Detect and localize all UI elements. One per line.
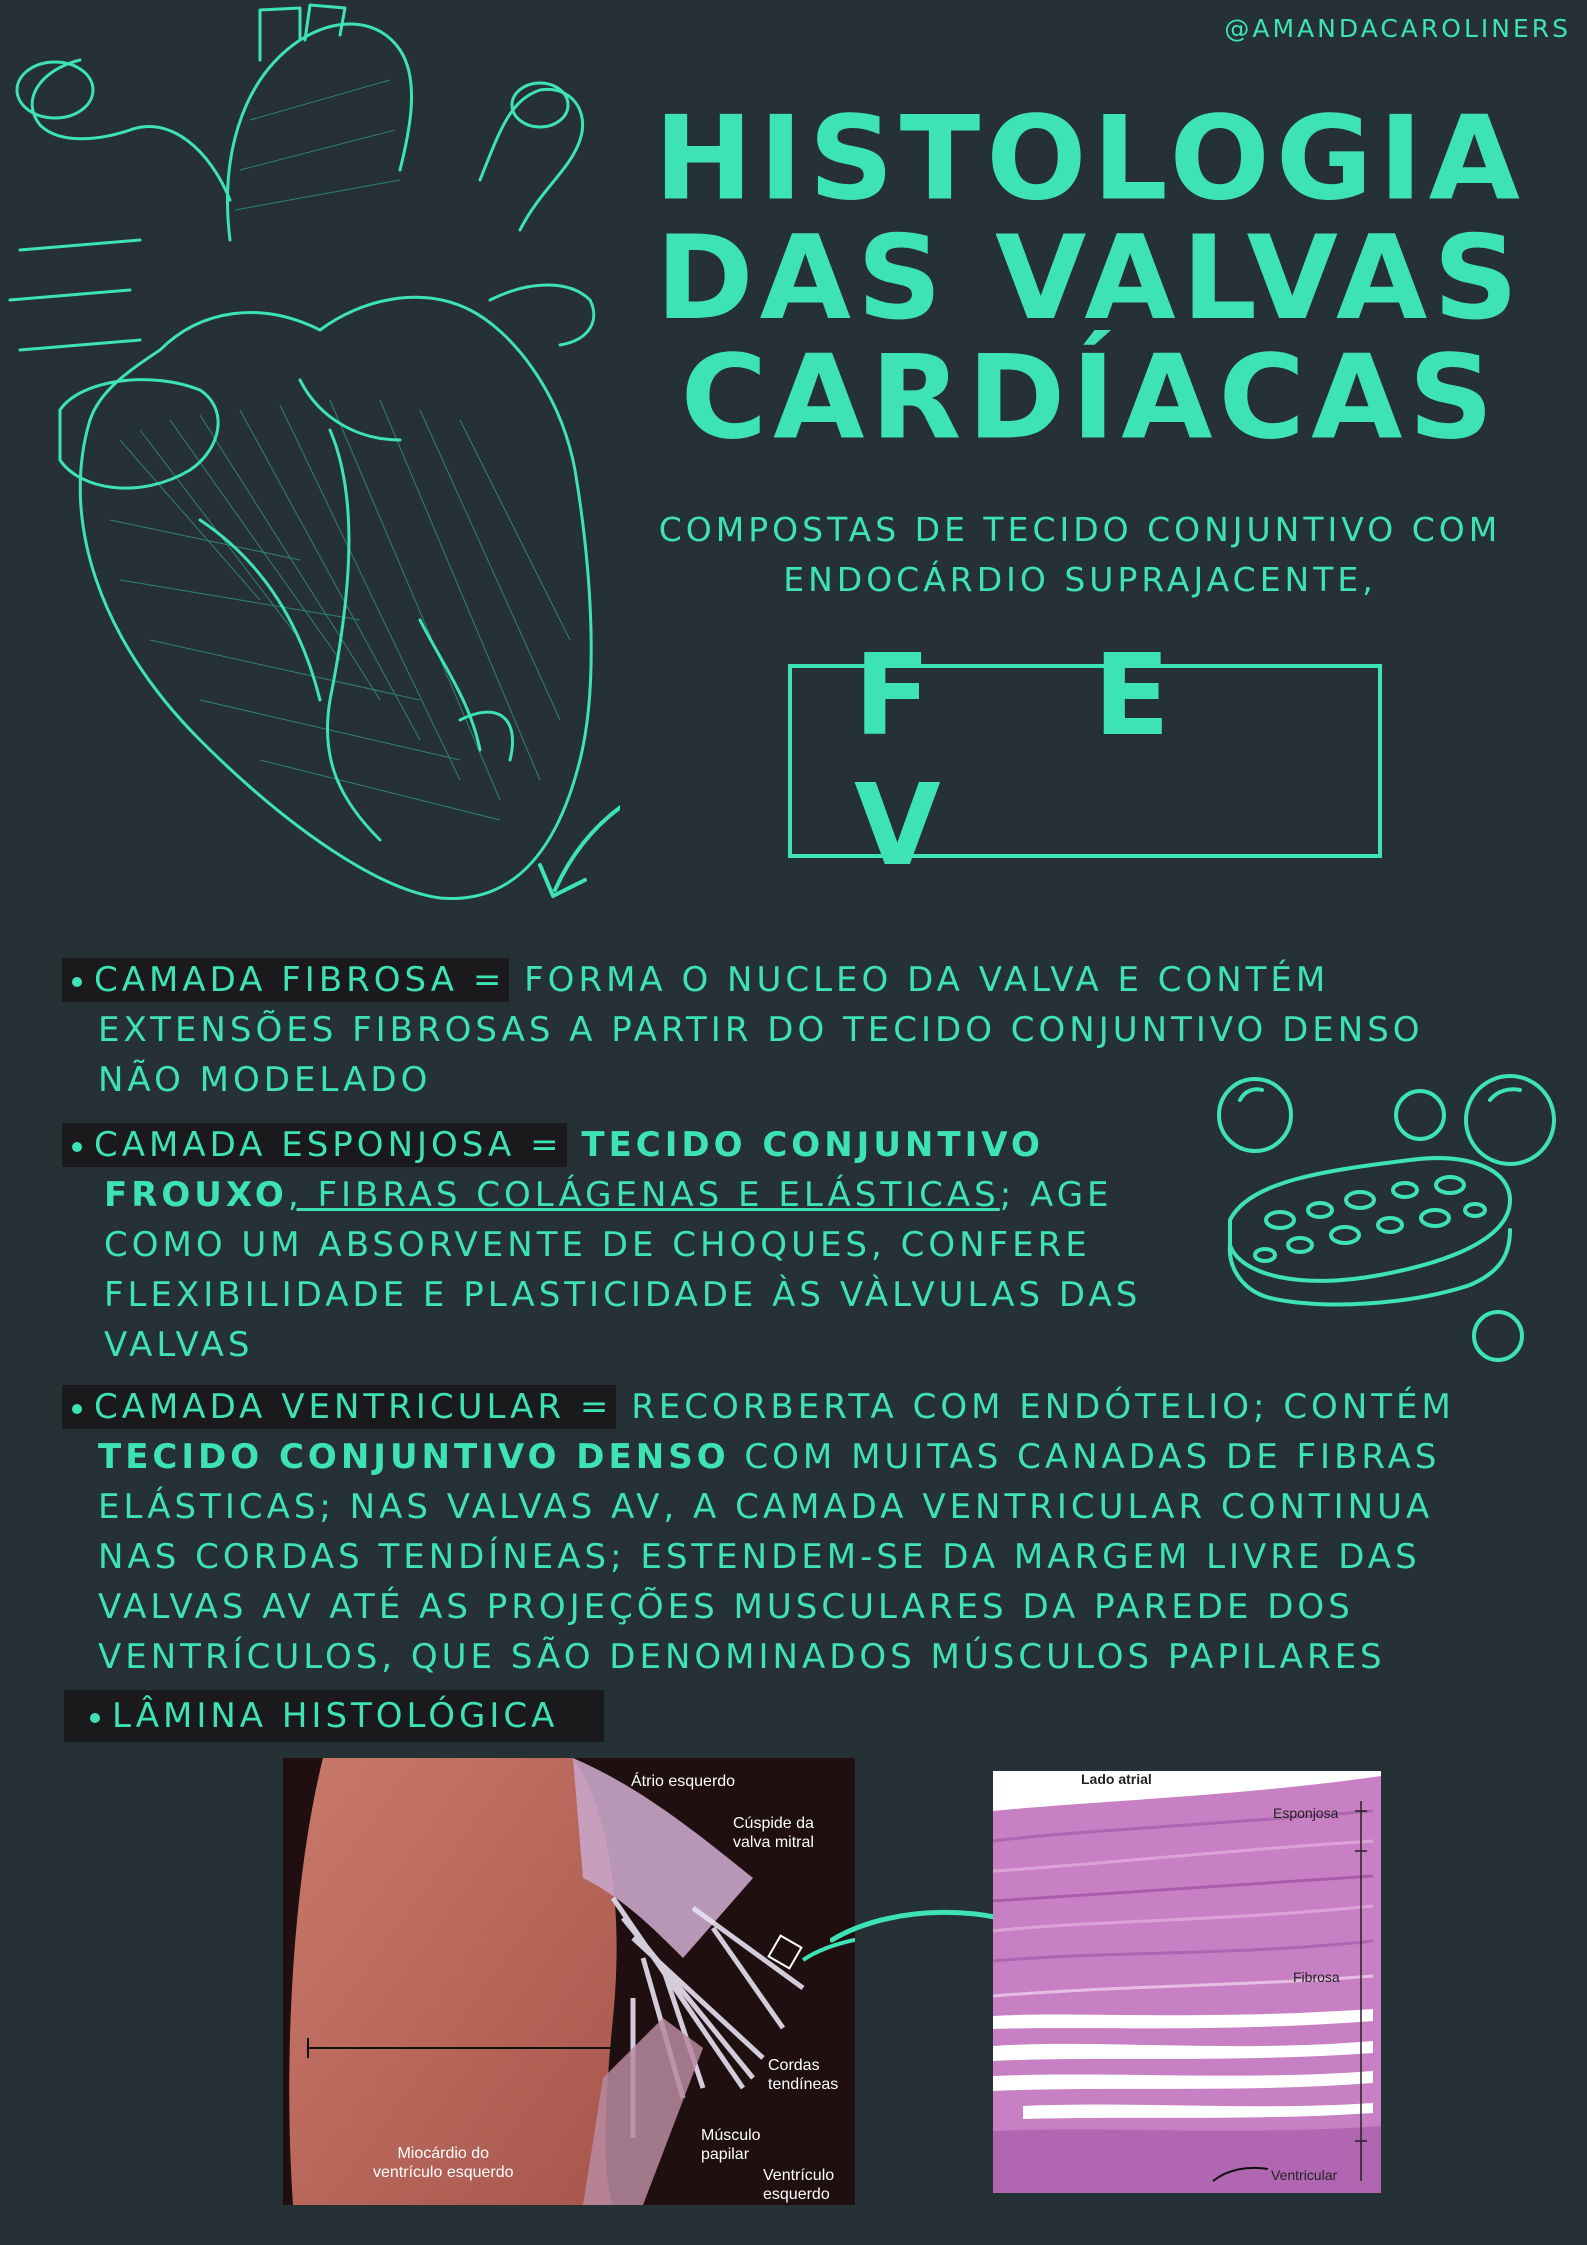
bullet-icon xyxy=(72,1404,82,1414)
ventricular-after: COM MUITAS CANADAS DE FIBRAS xyxy=(744,1437,1441,1477)
page-title xyxy=(620,90,1560,466)
bullet-icon xyxy=(72,977,82,987)
author-handle: @AMANDACAROLINERS xyxy=(1224,14,1571,43)
label-cuspide-line: valva mitral xyxy=(733,1834,814,1851)
label-miocardio-line: ventrículo esquerdo xyxy=(373,2164,514,2181)
label-musculo-line: Músculo xyxy=(701,2127,761,2144)
label-miocardio xyxy=(373,2144,514,2182)
title-line: HISTOLOGIA xyxy=(654,90,1526,227)
label-ventricular: Ventricular xyxy=(1271,2167,1338,2183)
label-miocardio-line: Miocárdio do xyxy=(397,2145,490,2162)
fibrosa-line: NÃO MODELADO xyxy=(98,1060,432,1100)
bullet-icon xyxy=(72,1142,82,1152)
fibrosa-label: CAMADA FIBROSA = xyxy=(94,960,506,1000)
subtitle-line: COMPOSTAS DE TECIDO CONJUNTIVO COM xyxy=(658,510,1502,549)
label-ventriculo-line: Ventrículo xyxy=(763,2167,835,2184)
label-atrio: Átrio esquerdo xyxy=(631,1773,736,1790)
label-fibrosa: Fibrosa xyxy=(1293,1969,1340,1985)
title-line: CARDÍACAS xyxy=(680,329,1500,466)
label-lado-atrial: Lado atrial xyxy=(1081,1771,1152,1787)
ventricular-text: RECORBERTA COM ENDÓTELIO; CONTÉM xyxy=(631,1387,1455,1427)
ventricular-line: VALVAS AV ATÉ AS PROJEÇÕES MUSCULARES DA PAREDE DOS xyxy=(98,1587,1354,1627)
gross-anatomy-image xyxy=(283,1758,855,2205)
esponjosa-line: VALVAS xyxy=(104,1325,254,1365)
acronym-box xyxy=(788,631,1382,891)
ventricular-line: VENTRÍCULOS, QUE SÃO DENOMINADOS MÚSCULOS PAPILARES xyxy=(98,1637,1386,1677)
sponge-icon xyxy=(1210,1060,1570,1370)
histology-image xyxy=(993,1771,1381,2193)
label-cuspide-line: Cúspide da xyxy=(733,1815,814,1832)
section-esponjosa xyxy=(62,1120,1222,1370)
section-ventricular xyxy=(62,1382,1562,1682)
label-musculo-line: papilar xyxy=(701,2146,750,2163)
ventricular-line: ELÁSTICAS; NAS VALVAS AV, A CAMADA VENTRICULAR CONTINUA xyxy=(98,1487,1434,1527)
acronym-text: F E V xyxy=(854,631,1233,891)
title-line: DAS VALVAS xyxy=(655,210,1525,346)
label-cordas-line: Cordas xyxy=(768,2057,820,2074)
esponjosa-underlined: , FIBRAS COLÁGENAS E ELÁSTICAS xyxy=(287,1175,1000,1215)
label-esponjosa: Esponjosa xyxy=(1273,1805,1339,1821)
esponjosa-bold: TECIDO CONJUNTIVO xyxy=(581,1125,1044,1165)
subtitle-line: ENDOCÁRDIO SUPRAJACENTE, xyxy=(783,560,1377,599)
esponjosa-after: ; AGE xyxy=(999,1175,1113,1215)
label-cordas xyxy=(768,2056,838,2094)
esponjosa-bold: FROUXO xyxy=(104,1175,288,1215)
esponjosa-line: COMO UM ABSORVENTE DE CHOQUES, CONFERE xyxy=(104,1225,1091,1265)
esponjosa-label: CAMADA ESPONJOSA = xyxy=(94,1125,563,1165)
heart-illustration xyxy=(0,0,620,910)
lamina-heading xyxy=(64,1690,604,1742)
subtitle xyxy=(600,505,1560,605)
label-ventriculo xyxy=(763,2166,834,2204)
label-cordas-line: tendíneas xyxy=(768,2076,839,2093)
ventricular-label: CAMADA VENTRICULAR = xyxy=(94,1387,613,1427)
fibrosa-line: EXTENSÕES FIBROSAS A PARTIR DO TECIDO CONJUNTIVO DENSO xyxy=(98,1010,1424,1050)
lamina-label: LÂMINA HISTOLÓGICA xyxy=(112,1696,559,1736)
bullet-icon xyxy=(90,1713,100,1723)
label-musculo xyxy=(701,2126,761,2164)
label-cuspide xyxy=(733,1814,814,1852)
section-fibrosa xyxy=(62,955,1542,1105)
esponjosa-line: FLEXIBILIDADE E PLASTICIDADE ÀS VÀLVULAS DAS xyxy=(104,1275,1142,1315)
ventricular-line: NAS CORDAS TENDÍNEAS; ESTENDEM-SE DA MARGEM LIVRE DAS xyxy=(98,1537,1421,1577)
ventricular-bold: TECIDO CONJUNTIVO DENSO xyxy=(98,1437,730,1477)
label-ventriculo-line: esquerdo xyxy=(763,2186,830,2203)
fibrosa-text: FORMA O NUCLEO DA VALVA E CONTÉM xyxy=(524,960,1330,1000)
